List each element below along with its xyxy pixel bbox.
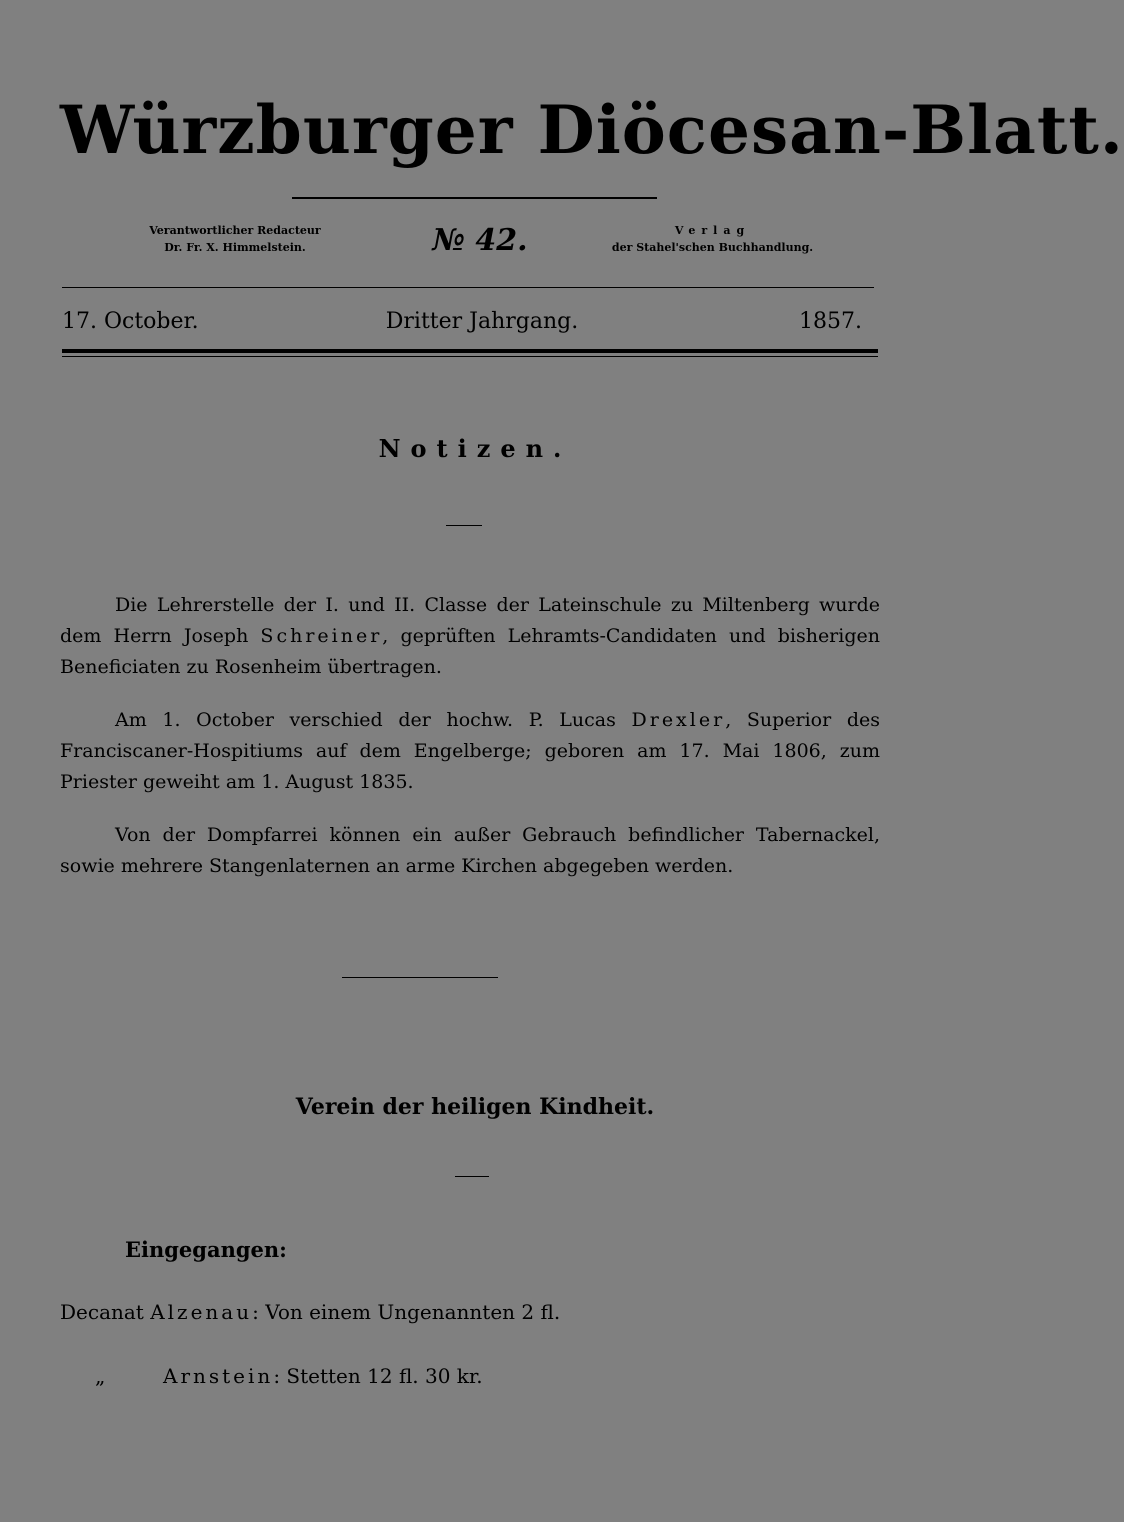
- verein-divider: [455, 1176, 489, 1177]
- masthead-title: Würzburger Diöcesan-Blatt.: [60, 91, 1124, 169]
- publisher-name: der Stahel'schen Buchhandlung.: [611, 241, 814, 254]
- volume-label: Dritter Jahrgang.: [385, 309, 579, 334]
- person-name: Schreiner: [260, 625, 383, 647]
- editor-label: Verantwortlicher Redacteur: [149, 224, 321, 237]
- notizen-heading: Notizen.: [378, 434, 572, 463]
- donation-entry: [95, 1360, 483, 1392]
- received-label: Eingegangen:: [125, 1237, 287, 1262]
- issue-number: № 42.: [432, 223, 528, 258]
- date-double-rule-thick: [62, 349, 878, 353]
- masthead-rule: [292, 197, 657, 199]
- person-name: Drexler: [631, 709, 726, 731]
- ditto-mark: „: [95, 1364, 106, 1388]
- notice-paragraph: [60, 590, 880, 683]
- notice-paragraph: [60, 705, 880, 798]
- publisher-label: Verlag: [674, 224, 751, 237]
- date-double-rule-thin: [62, 356, 878, 357]
- editor-credit: [135, 222, 335, 256]
- section-divider: [342, 977, 498, 978]
- publisher-credit: [600, 222, 825, 256]
- notice-text: Die Lehrerstelle der I. und II. Classe der Lateinschule zu Miltenberg wurde dem Herrn Joseph: [60, 594, 880, 647]
- notice-paragraph: Von der Dompfarrei können ein außer Gebrauch befindlicher Tabernackel, sowie mehrere Stangenlaternen an arme Kirchen abgegeben werden.: [60, 824, 880, 877]
- editor-name: Dr. Fr. X. Himmelstein.: [164, 241, 306, 254]
- entry-prefix: Decanat: [60, 1300, 151, 1324]
- verein-heading: Verein der heiligen Kindheit.: [295, 1094, 655, 1120]
- entry-text: : Stetten 12 fl. 30 kr.: [273, 1364, 483, 1388]
- entry-place: Arnstein: [163, 1364, 274, 1388]
- notice-text: , geprüften Lehramts-Candidaten und bisherigen Beneficiaten zu Rosenheim übertragen.: [60, 625, 880, 678]
- notizen-divider: [446, 525, 482, 526]
- issue-date: 17. October.: [62, 309, 199, 334]
- issue-header: [60, 222, 880, 262]
- notizen-body: [60, 590, 880, 882]
- header-rule: [62, 287, 874, 288]
- notice-text: Am 1. October verschied der hochw. P. Lucas: [115, 709, 632, 731]
- entry-text: : Von einem Ungenannten 2 fl.: [252, 1300, 561, 1324]
- notice-text: , Superior des Franciscaner-Hospitiums auf dem Engelberge; geboren am 17. Mai 1806, zum Priester geweiht am 1. August 1835.: [60, 709, 880, 793]
- issue-year: 1857.: [799, 309, 862, 334]
- entry-place: Alzenau: [150, 1300, 253, 1324]
- donation-entry: [60, 1296, 560, 1328]
- date-row: [62, 305, 862, 339]
